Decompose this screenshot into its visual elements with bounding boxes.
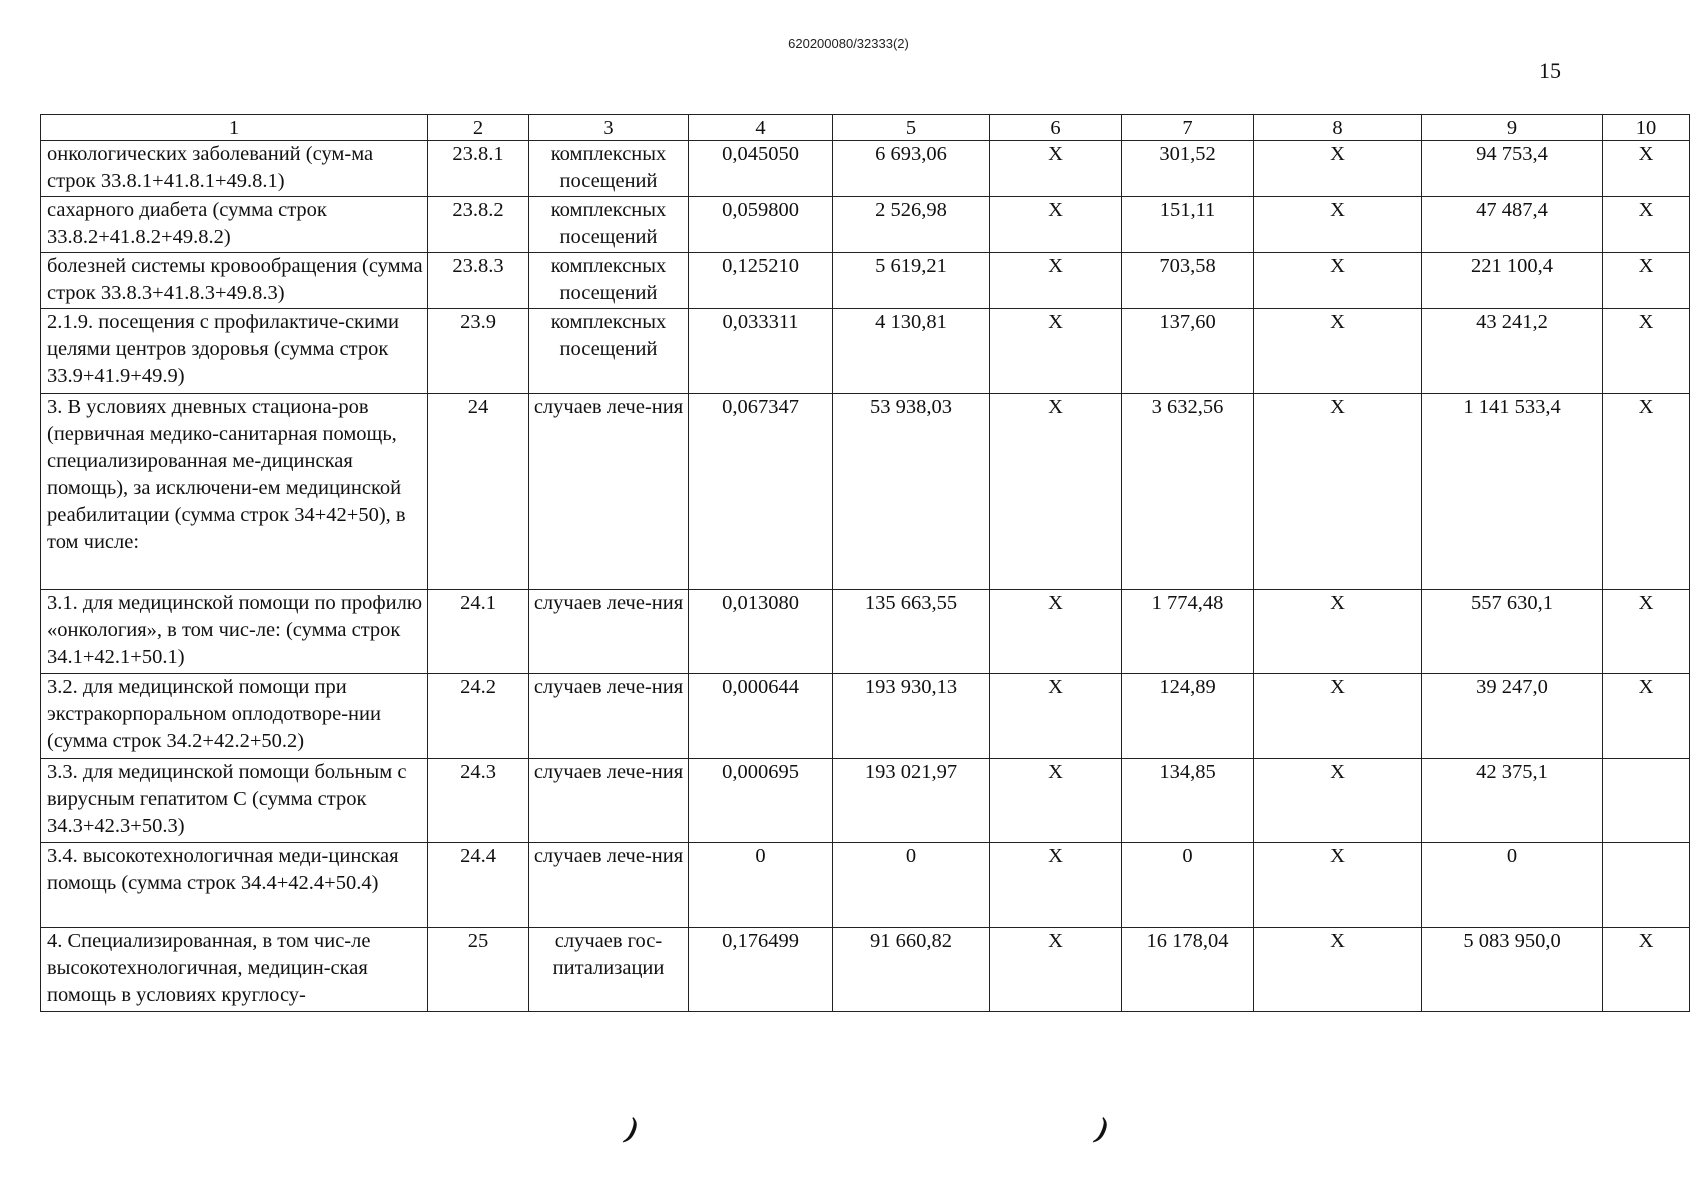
table-cell: X <box>990 590 1122 674</box>
table-row <box>41 394 1690 590</box>
table-cell: 42 375,1 <box>1422 759 1603 843</box>
table-cell: 0,059800 <box>689 197 833 253</box>
table-cell: 94 753,4 <box>1422 141 1603 197</box>
pen-mark-right: ) <box>1094 1111 1112 1146</box>
table-cell: 0,067347 <box>689 394 833 590</box>
column-header: 9 <box>1422 115 1603 141</box>
column-header: 6 <box>990 115 1122 141</box>
table-cell: 16 178,04 <box>1122 928 1254 1012</box>
table-cell: X <box>1603 253 1690 309</box>
table-cell: 24.2 <box>428 674 529 759</box>
table-cell: 135 663,55 <box>833 590 990 674</box>
column-header: 2 <box>428 115 529 141</box>
table-cell: 124,89 <box>1122 674 1254 759</box>
table-cell: комплексных посещений <box>529 141 689 197</box>
table-cell: 0 <box>833 843 990 928</box>
table-cell: комплексных посещений <box>529 309 689 394</box>
table-cell: X <box>1254 928 1422 1012</box>
table-cell: 6 693,06 <box>833 141 990 197</box>
table-cell: 1 774,48 <box>1122 590 1254 674</box>
table-cell: 0 <box>1422 843 1603 928</box>
table-cell: 0,033311 <box>689 309 833 394</box>
table-cell: X <box>1254 674 1422 759</box>
table-cell: 23.9 <box>428 309 529 394</box>
table-cell: 703,58 <box>1122 253 1254 309</box>
table-cell: 193 930,13 <box>833 674 990 759</box>
table-cell: 43 241,2 <box>1422 309 1603 394</box>
table-cell: X <box>1254 141 1422 197</box>
table-cell: комплексных посещений <box>529 253 689 309</box>
table-cell: случаев лече-ния <box>529 674 689 759</box>
table-cell: 24.1 <box>428 590 529 674</box>
row-description-cell: 3.1. для медицинской помощи по профилю «онкология», в том чис-ле: (сумма строк 34.1+42.1+50.1) <box>41 590 428 674</box>
column-header: 1 <box>41 115 428 141</box>
table-cell: X <box>990 843 1122 928</box>
column-header: 4 <box>689 115 833 141</box>
table-cell: 0,000644 <box>689 674 833 759</box>
table-cell: 23.8.3 <box>428 253 529 309</box>
table-cell: случаев гос-питализации <box>529 928 689 1012</box>
table-cell: 3 632,56 <box>1122 394 1254 590</box>
table-cell: X <box>990 141 1122 197</box>
column-header: 7 <box>1122 115 1254 141</box>
table-cell: 0,000695 <box>689 759 833 843</box>
table-cell: 137,60 <box>1122 309 1254 394</box>
table-row <box>41 928 1690 1012</box>
table-cell: 557 630,1 <box>1422 590 1603 674</box>
table-cell: X <box>990 674 1122 759</box>
table-row <box>41 759 1690 843</box>
table-row <box>41 309 1690 394</box>
table-row <box>41 590 1690 674</box>
table-cell: X <box>1603 590 1690 674</box>
document-id: 620200080/32333(2) <box>788 36 909 51</box>
table-cell: 2 526,98 <box>833 197 990 253</box>
table-cell: 301,52 <box>1122 141 1254 197</box>
column-header: 10 <box>1603 115 1690 141</box>
row-description-cell: 3.2. для медицинской помощи при экстракорпоральном оплодотворе-нии (сумма строк 34.2+42.2+50.2) <box>41 674 428 759</box>
table-cell: 24.4 <box>428 843 529 928</box>
table-row <box>41 141 1690 197</box>
table-cell: 4 130,81 <box>833 309 990 394</box>
row-description-cell: 2.1.9. посещения с профилактиче-скими целями центров здоровья (сумма строк 33.9+41.9+49.9) <box>41 309 428 394</box>
table-cell: X <box>1603 674 1690 759</box>
table-cell: 1 141 533,4 <box>1422 394 1603 590</box>
row-description-cell: онкологических заболеваний (сум-ма строк 33.8.1+41.8.1+49.8.1) <box>41 141 428 197</box>
table-cell: X <box>1254 843 1422 928</box>
table-cell: X <box>990 309 1122 394</box>
row-description-cell: болезней системы кровообращения (сумма строк 33.8.3+41.8.3+49.8.3) <box>41 253 428 309</box>
table-cell: 0,045050 <box>689 141 833 197</box>
table-cell: X <box>1254 197 1422 253</box>
table-cell: 0 <box>1122 843 1254 928</box>
row-description-cell: 4. Специализированная, в том чис-ле высокотехнологичная, медицин-ская помощь в условиях круглосу- <box>41 928 428 1012</box>
table-header-row <box>41 115 1690 141</box>
row-description-cell: 3. В условиях дневных стациона-ров (первичная медико-санитарная помощь, специализированная ме-дицинская помощь), за исключени-ем медицинской реабилитации (сумма строк 34+42+50), в том числе: <box>41 394 428 590</box>
table-cell: X <box>1254 590 1422 674</box>
table-cell: 23.8.1 <box>428 141 529 197</box>
row-description-cell: 3.3. для медицинской помощи больным с вирусным гепатитом С (сумма строк 34.3+42.3+50.3) <box>41 759 428 843</box>
table-cell: X <box>1254 759 1422 843</box>
table-cell: X <box>1603 309 1690 394</box>
table-cell: X <box>1254 253 1422 309</box>
table-cell: X <box>990 759 1122 843</box>
table-cell: X <box>1254 394 1422 590</box>
table-cell: 24.3 <box>428 759 529 843</box>
table-row <box>41 253 1690 309</box>
table-cell: 221 100,4 <box>1422 253 1603 309</box>
row-description-cell: 3.4. высокотехнологичная меди-цинская помощь (сумма строк 34.4+42.4+50.4) <box>41 843 428 928</box>
row-description-cell: сахарного диабета (сумма строк 33.8.2+41.8.2+49.8.2) <box>41 197 428 253</box>
table-cell: 193 021,97 <box>833 759 990 843</box>
table-cell: комплексных посещений <box>529 197 689 253</box>
column-header: 5 <box>833 115 990 141</box>
table-cell: 5 083 950,0 <box>1422 928 1603 1012</box>
table-cell: случаев лече-ния <box>529 394 689 590</box>
table-cell: X <box>1603 141 1690 197</box>
table-cell: 25 <box>428 928 529 1012</box>
table-cell: 39 247,0 <box>1422 674 1603 759</box>
table-cell: X <box>1603 928 1690 1012</box>
table-cell: 47 487,4 <box>1422 197 1603 253</box>
table-cell <box>1603 759 1690 843</box>
pen-mark-left: ) <box>624 1111 642 1146</box>
table-cell: X <box>990 928 1122 1012</box>
table-cell: 0,125210 <box>689 253 833 309</box>
table-cell: 0 <box>689 843 833 928</box>
table-cell: 53 938,03 <box>833 394 990 590</box>
table-cell: X <box>1603 197 1690 253</box>
table-cell: 24 <box>428 394 529 590</box>
column-header: 3 <box>529 115 689 141</box>
table-row <box>41 197 1690 253</box>
table-cell: случаев лече-ния <box>529 759 689 843</box>
table-cell: 0,176499 <box>689 928 833 1012</box>
table-cell: X <box>990 253 1122 309</box>
page-number: 15 <box>1539 58 1561 83</box>
table-cell: 91 660,82 <box>833 928 990 1012</box>
table-cell: 134,85 <box>1122 759 1254 843</box>
table-cell: 23.8.2 <box>428 197 529 253</box>
table-row <box>41 843 1690 928</box>
data-table <box>40 114 1690 1012</box>
table-cell: 0,013080 <box>689 590 833 674</box>
table-cell: X <box>1603 394 1690 590</box>
table-cell <box>1603 843 1690 928</box>
column-header: 8 <box>1254 115 1422 141</box>
table-cell: X <box>990 394 1122 590</box>
table-cell: 5 619,21 <box>833 253 990 309</box>
table-cell: X <box>990 197 1122 253</box>
table-cell: случаев лече-ния <box>529 843 689 928</box>
table-cell: X <box>1254 309 1422 394</box>
table-cell: 151,11 <box>1122 197 1254 253</box>
table-row <box>41 674 1690 759</box>
table-cell: случаев лече-ния <box>529 590 689 674</box>
